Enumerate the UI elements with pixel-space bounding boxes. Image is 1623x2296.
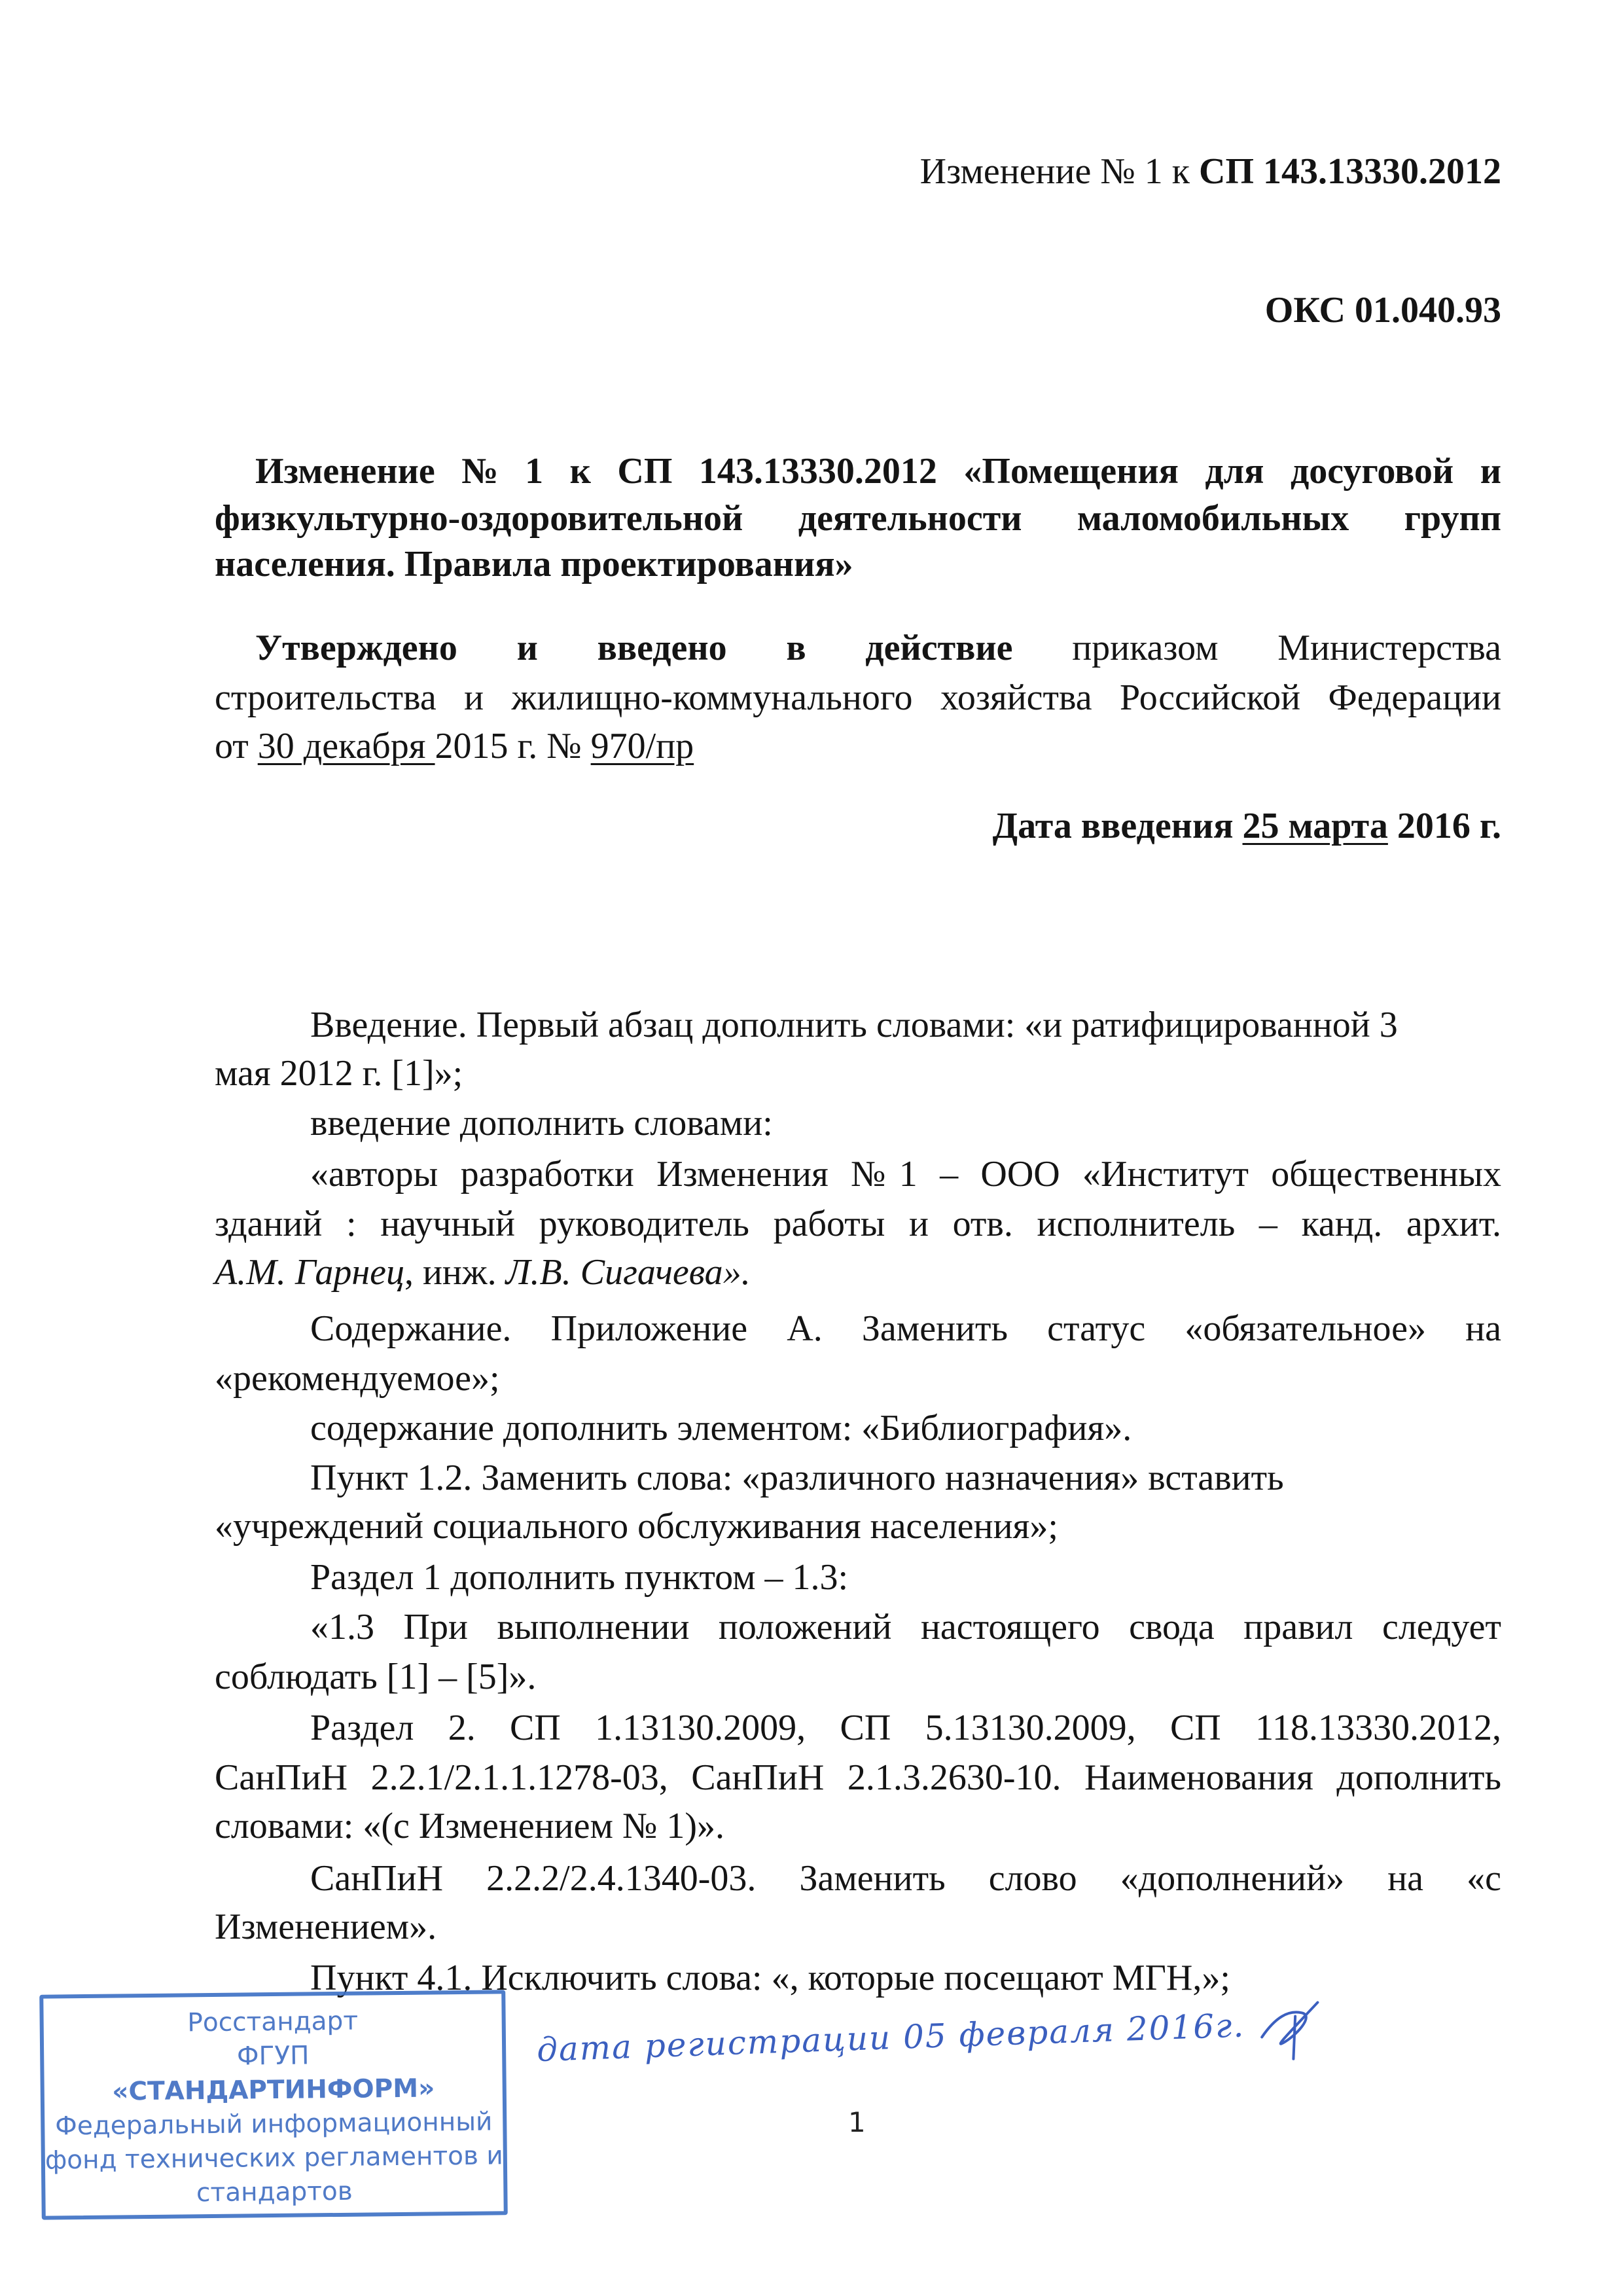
stamp-line: ФГУП: [236, 2041, 310, 2072]
title-word: для: [1205, 451, 1264, 492]
title-word: деятельности: [798, 498, 1022, 539]
approval-date-prefix: от: [215, 726, 258, 766]
effective-date-year: 2016 г.: [1387, 806, 1501, 846]
stamp-line: фонд технических регламентов и: [45, 2141, 503, 2176]
amendment-reference-prefix: Изменение № 1 к: [919, 151, 1199, 192]
body-line: «авторы разработки Изменения №1 – ООО «Институт общественных: [310, 1154, 1501, 1194]
body-line: словами: «(с Изменением № 1)».: [215, 1806, 725, 1846]
signature-icon: [1255, 1989, 1330, 2064]
approval-line-1: [255, 624, 1501, 672]
body-line: СанПиН 2.2.2/2.4.1340-03. Заменить слово «дополнений» на «с: [310, 1858, 1501, 1899]
quote-close: ».: [722, 1252, 751, 1293]
title-word: СП: [617, 451, 673, 492]
handwritten-registration-note: [535, 1989, 1330, 2089]
approval-word: Министерства: [1277, 628, 1501, 668]
body-line: введение дополнить словами:: [310, 1103, 773, 1143]
title-word: досуговой: [1290, 451, 1454, 492]
approval-order-number: 970/пр: [590, 726, 694, 766]
author-separator: , инж.: [404, 1252, 506, 1293]
stamp-line: Федеральный информационный: [55, 2107, 493, 2142]
body-line: «рекомендуемое»;: [215, 1358, 500, 1399]
body-line: Введение. Первый абзац дополнить словами: «и ратифицированной 3: [310, 1005, 1398, 1045]
body-line: содержание дополнить элементом: «Библиография».: [310, 1408, 1132, 1448]
effective-date-day-month: 25 марта: [1242, 806, 1388, 846]
body-line-authors: [215, 1249, 751, 1296]
body-line: Содержание. Приложение А. Заменить статус «обязательное» на: [310, 1308, 1501, 1349]
approval-word: в: [786, 628, 806, 668]
title-word: к: [569, 451, 591, 492]
stamp-line: Росстандарт: [187, 2006, 359, 2038]
body-line: Пункт 4.1. Исключить слова: «, которые посещают МГН,»;: [310, 1958, 1230, 1998]
approval-word: приказом: [1072, 628, 1219, 668]
body-line: «1.3 При выполнении положений настоящего свода правил следует: [310, 1607, 1501, 1647]
registration-stamp: [39, 1990, 508, 2219]
approval-date-day-month: 30 декабря: [257, 726, 435, 766]
title-word: 1: [525, 451, 544, 492]
author-name: А.М. Гарнец: [215, 1252, 404, 1293]
approval-line-3: [215, 723, 694, 770]
body-line: Изменением».: [215, 1907, 437, 1947]
body-line: Раздел 2. СП 1.13130.2009, СП 5.13130.2009, СП 118.13330.2012,: [310, 1708, 1501, 1748]
title-word: Изменение: [255, 451, 435, 492]
body-line: Раздел 1 дополнить пунктом – 1.3:: [310, 1557, 849, 1598]
body-line: СанПиН 2.2.1/2.1.1.1278-03, СанПиН 2.1.3.2630-10. Наименования дополнить: [215, 1757, 1501, 1798]
title-word: «Помещения: [963, 451, 1179, 492]
title-line-2: [215, 495, 1501, 542]
title-word: №: [461, 451, 499, 492]
approval-date-year: 2015 г. №: [435, 726, 591, 766]
approval-word: Утверждено: [255, 628, 457, 668]
title-word: 143.13330.2012: [698, 451, 937, 492]
amendment-reference-code: СП 143.13330.2012: [1199, 151, 1501, 192]
title-word: групп: [1404, 498, 1501, 539]
body-line: «учреждений социального обслуживания населения»;: [215, 1506, 1058, 1547]
approval-line-2: строительства и жилищно-коммунального хозяйства Российской Федерации: [215, 677, 1501, 718]
approval-word: действие: [865, 628, 1013, 668]
title-word: маломобильных: [1077, 498, 1349, 539]
amendment-reference: [920, 148, 1501, 195]
approval-word: введено: [597, 628, 727, 668]
body-line: зданий : научный руководитель работы и отв. исполнитель – канд. архит.: [215, 1204, 1501, 1244]
stamp-line: стандартов: [196, 2176, 353, 2208]
handwritten-note-text: дата регистрации 05 февраля 2016г.: [536, 2006, 1246, 2070]
effective-date-label: Дата введения: [992, 806, 1243, 846]
stamp-line: «СТАНДАРТИНФОРМ»: [112, 2073, 435, 2107]
page-number: 1: [848, 2106, 866, 2138]
title-line-3: населения. Правила проектирования»: [215, 544, 853, 584]
body-line: мая 2012 г. [1]»;: [215, 1053, 463, 1094]
effective-date: [993, 802, 1501, 850]
oks-code: ОКС 01.040.93: [1264, 290, 1501, 331]
title-word: и: [1480, 451, 1501, 492]
author-name: Л.В. Сигачева: [505, 1252, 723, 1293]
body-line: Пункт 1.2. Заменить слова: «различного назначения» вставить: [310, 1458, 1284, 1498]
body-line: соблюдать [1] – [5]».: [215, 1657, 537, 1697]
approval-word: и: [516, 628, 538, 668]
title-line-1: [255, 448, 1501, 495]
title-word: физкультурно-оздоровительной: [215, 498, 743, 539]
